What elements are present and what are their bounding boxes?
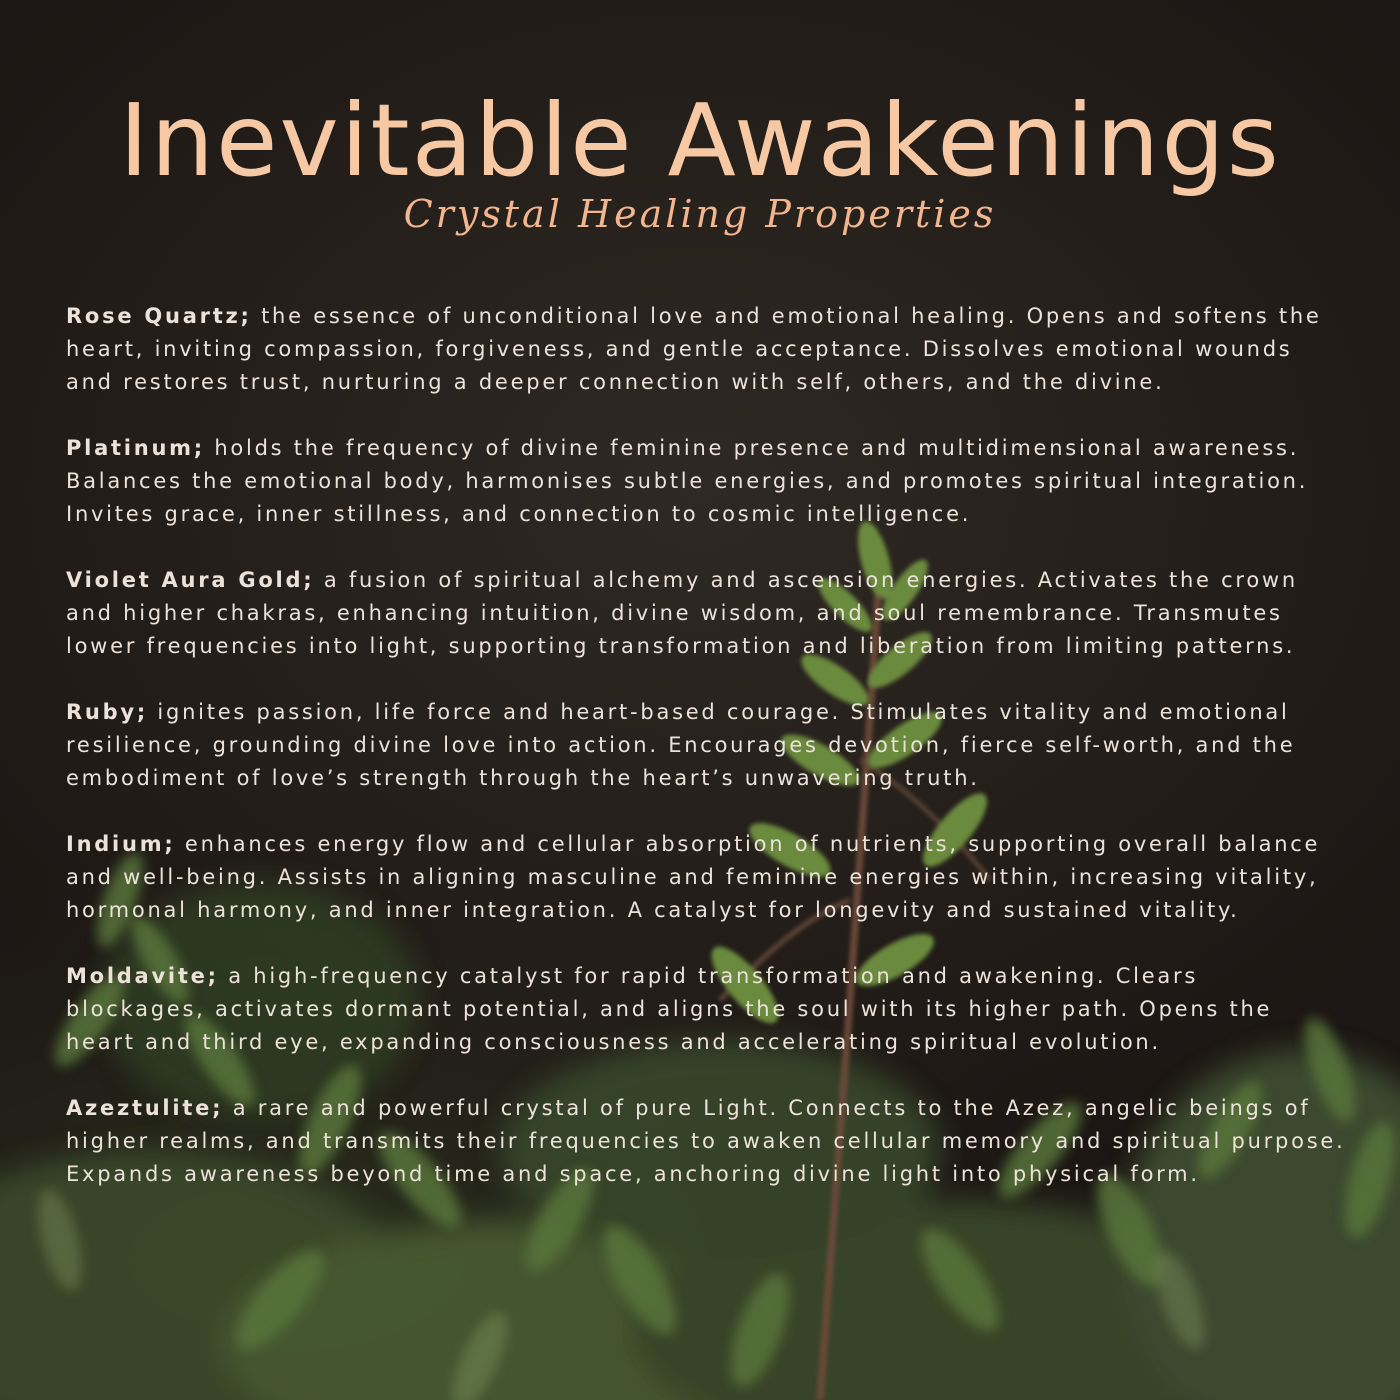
crystal-name: Violet Aura Gold; [66, 568, 315, 592]
crystal-entry-indium [66, 828, 1346, 927]
crystal-name: Indium; [66, 832, 176, 856]
page-subtitle: Crystal Healing Properties [403, 192, 997, 236]
crystal-list [66, 300, 1346, 1224]
crystal-description: holds the frequency of divine feminine presence and multidimensional awareness. Balances the emotional body, harmonises subtle energies, and promotes spiritual integration. Invites grace, inner stillness, and connection to cosmic intelligence. [66, 436, 1309, 526]
crystal-entry-platinum [66, 432, 1346, 531]
crystal-entry-violet-aura-gold [66, 564, 1346, 663]
crystal-entry-ruby [66, 696, 1346, 795]
crystal-entry-moldavite [66, 960, 1346, 1059]
crystal-description: the essence of unconditional love and emotional healing. Opens and softens the heart, inviting compassion, forgiveness, and gentle acceptance. Dissolves emotional wounds and restores trust, nurturing a deeper connection with self, others, and the divine. [66, 304, 1322, 394]
crystal-name: Ruby; [66, 700, 148, 724]
crystal-entry-azeztulite [66, 1092, 1346, 1191]
crystal-name: Moldavite; [66, 964, 219, 988]
crystal-entry-rose-quartz [66, 300, 1346, 399]
page-title: Inevitable Awakenings [119, 82, 1281, 199]
crystal-name: Rose Quartz; [66, 304, 252, 328]
crystal-name: Azeztulite; [66, 1096, 224, 1120]
crystal-description: a rare and powerful crystal of pure Light. Connects to the Azez, angelic beings of higher realms, and transmits their frequencies to awaken cellular memory and spiritual purpose. Expands awareness beyond time and space, anchoring divine light into physical form. [66, 1096, 1346, 1186]
crystal-description: a fusion of spiritual alchemy and ascension energies. Activates the crown and higher chakras, enhancing intuition, divine wisdom, and soul remembrance. Transmutes lower frequencies into light, supporting transformation and liberation from limiting patterns. [66, 568, 1298, 658]
crystal-description: enhances energy flow and cellular absorption of nutrients, supporting overall balance and well-being. Assists in aligning masculine and feminine energies within, increasing vitality, hormonal harmony, and inner integration. A catalyst for longevity and sustained vitality. [66, 832, 1321, 922]
crystal-description: ignites passion, life force and heart-based courage. Stimulates vitality and emotional resilience, grounding divine love into action. Encourages devotion, fierce self-worth, and the embodiment of love’s strength through the heart’s unwavering truth. [66, 700, 1296, 790]
crystal-name: Platinum; [66, 436, 205, 460]
crystal-description: a high-frequency catalyst for rapid transformation and awakening. Clears blockages, activates dormant potential, and aligns the soul with its higher path. Opens the heart and third eye, expanding consciousness and accelerating spiritual evolution. [66, 964, 1273, 1054]
